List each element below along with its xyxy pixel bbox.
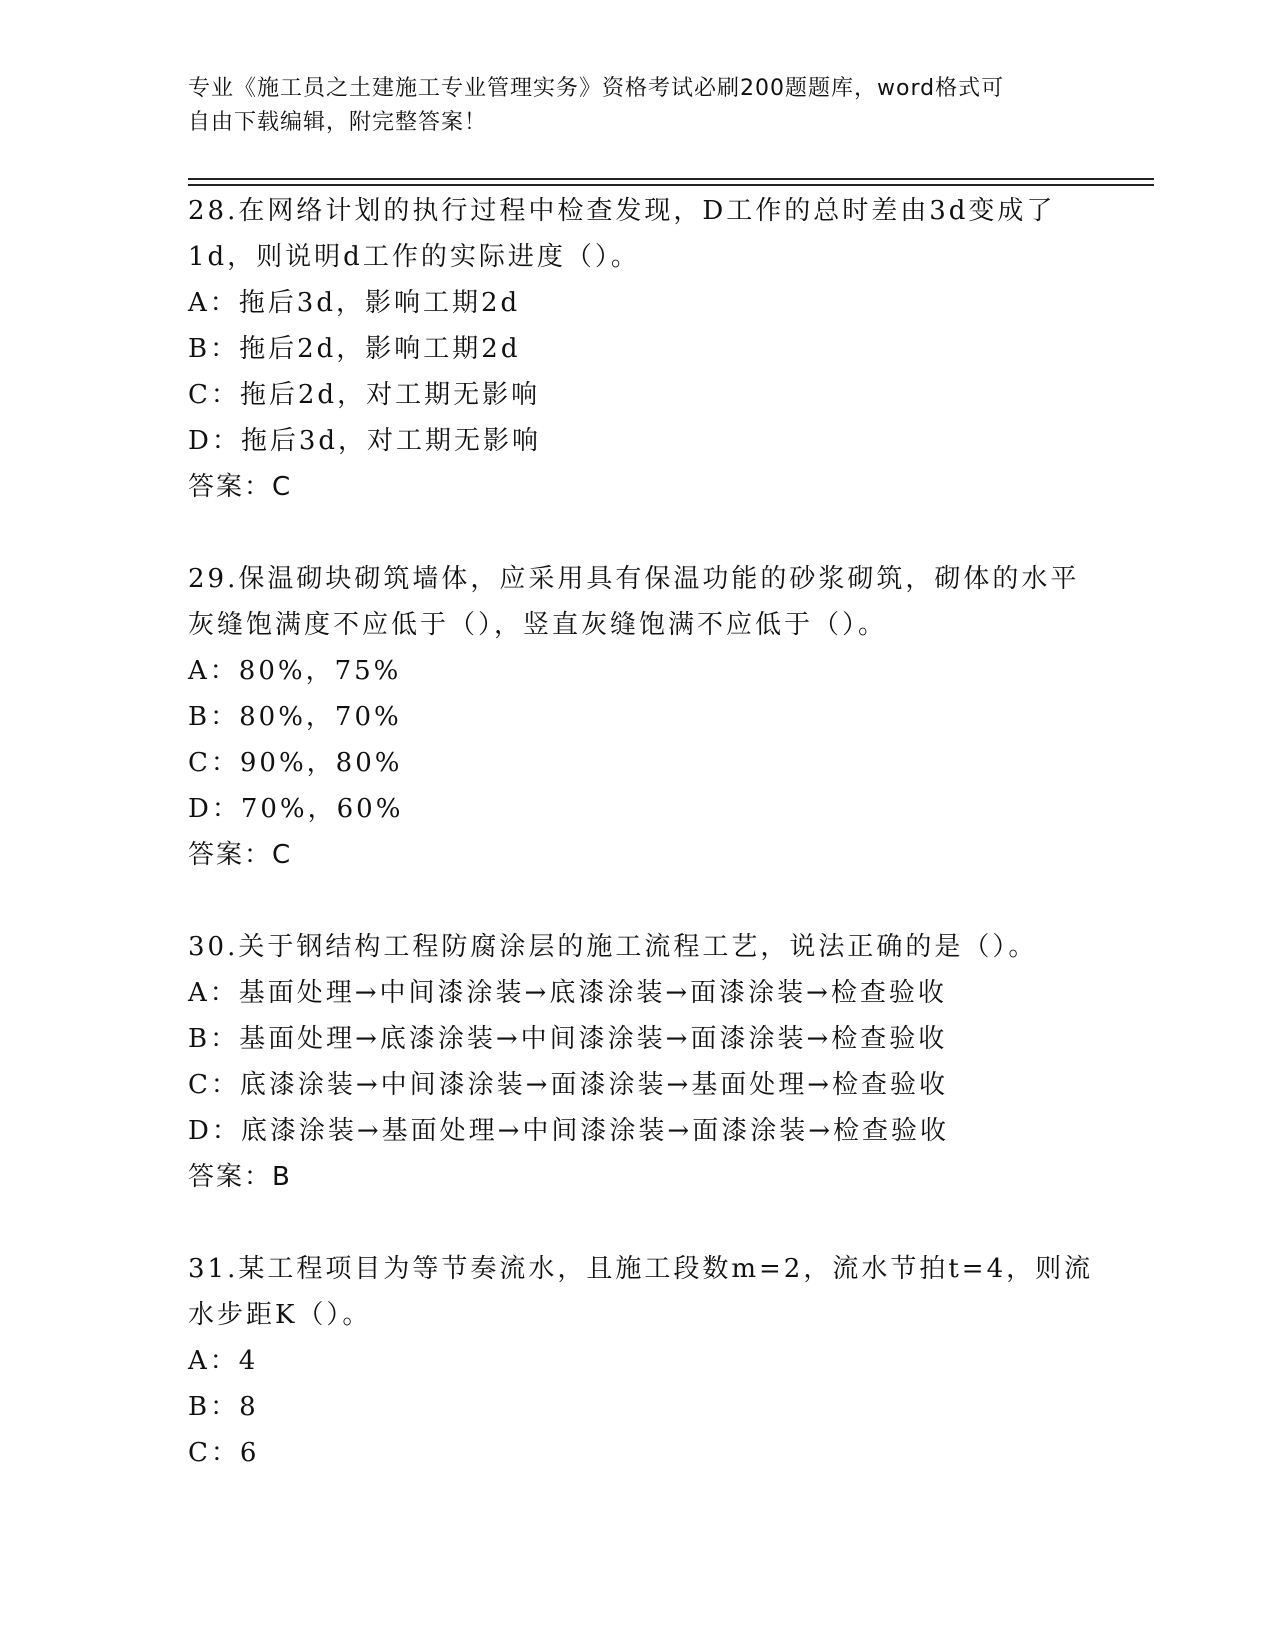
answer-text: 答案：C: [188, 472, 293, 502]
option-d: D：底漆涂装→基面处理→中间漆涂装→面漆涂装→检查验收: [188, 1116, 949, 1146]
option-b: B：80%，70%: [188, 702, 402, 732]
option-d: D：拖后3d，对工期无影响: [188, 426, 542, 456]
question-list: [188, 188, 1094, 1476]
answer-text: 答案：B: [188, 1162, 292, 1192]
option-a: A：4: [188, 1346, 259, 1376]
option-d: D：70%，60%: [188, 794, 404, 824]
option-c: C：6: [188, 1438, 260, 1468]
header-title-line-1: 专业《施工员之土建施工专业管理实务》资格考试必刷200题题库，word格式可: [188, 76, 1005, 101]
option-a: A：基面处理→中间漆涂装→底漆涂装→面漆涂装→检查验收: [188, 978, 947, 1008]
option-b: B：8: [188, 1392, 259, 1422]
spacer: [188, 510, 1088, 556]
spacer: [188, 878, 1088, 924]
header-title-line-2: 自由下载编辑，附完整答案！: [188, 110, 488, 135]
option-b: B：拖后2d，影响工期2d: [188, 334, 521, 364]
question-stem-line: 水步距K（）。: [188, 1300, 372, 1330]
header-divider-top: [188, 178, 1154, 180]
header-divider-bottom: [188, 184, 1154, 186]
question-28: [188, 188, 1088, 510]
option-b: B：基面处理→底漆涂装→中间漆涂装→面漆涂装→检查验收: [188, 1024, 948, 1054]
option-a: A：拖后3d，影响工期2d: [188, 288, 521, 318]
option-c: C：90%，80%: [188, 748, 403, 778]
document-header: [188, 72, 1088, 140]
question-stem-line: 灰缝饱满度不应低于（），竖直灰缝饱满不应低于（）。: [188, 610, 888, 640]
option-c: C：拖后2d，对工期无影响: [188, 380, 541, 410]
spacer: [188, 1200, 1088, 1246]
question-29: [188, 556, 1088, 878]
question-stem-line: 30.关于钢结构工程防腐涂层的施工流程工艺，说法正确的是（）。: [188, 932, 1038, 962]
question-31: [188, 1246, 1094, 1476]
answer-text: 答案：C: [188, 840, 293, 870]
question-stem-line: 1d，则说明d工作的实际进度（）。: [188, 242, 640, 272]
question-stem-line: 29.保温砌块砌筑墙体，应采用具有保温功能的砂浆砌筑，砌体的水平: [188, 564, 1080, 594]
question-stem-line: 28.在网络计划的执行过程中检查发现，D工作的总时差由3d变成了: [188, 196, 1056, 226]
question-30: [188, 924, 1088, 1200]
question-stem-line: 31.某工程项目为等节奏流水，且施工段数m=2，流水节拍t=4，则流: [188, 1254, 1094, 1284]
option-a: A：80%，75%: [188, 656, 402, 686]
option-c: C：底漆涂装→中间漆涂装→面漆涂装→基面处理→检查验收: [188, 1070, 949, 1100]
